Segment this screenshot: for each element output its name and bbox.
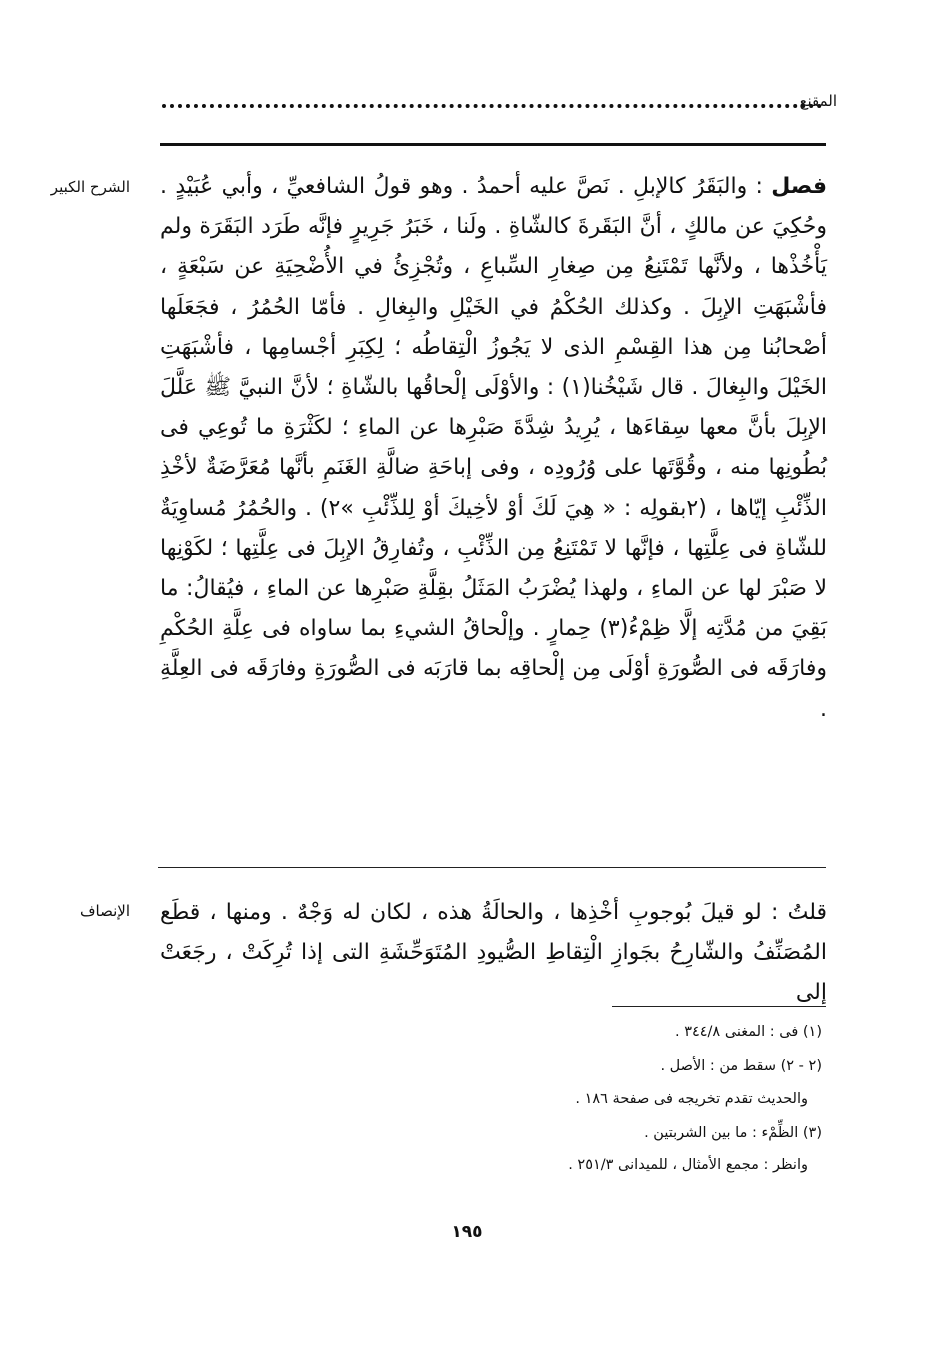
header-rule bbox=[160, 143, 826, 146]
section-label-sharh: الشرح الكبير bbox=[50, 178, 130, 196]
footnote-1: (١) فى : المغنى ٣٤٤/٨ . bbox=[674, 1024, 822, 1040]
insaf-body: قلتُ : لو قيلَ بُوجوبِ أخْذِها ، والحالَةُ هذه ، لكان له وَجْهٌ . ومنها ، قطَع المُصَنِّفُ والشّارِحُ بجَوازِ الْتِقاطِ الصُّيودِ المُتَوَحِّشَةِ التى إذا تُرِكَتْ ، رجَعَتْ إلى bbox=[160, 900, 827, 1006]
section-label-insaf: الإنصاف bbox=[79, 902, 130, 920]
header-dotted-line bbox=[162, 94, 822, 108]
page-number: ١٩٥ bbox=[451, 1222, 483, 1242]
sharh-paragraph bbox=[160, 167, 827, 730]
insaf-text-block bbox=[160, 893, 827, 1014]
footnote-2-detail: والحديث تقدم تخريجه فى صفحة ١٨٦ . bbox=[575, 1091, 808, 1107]
footnote-3: (٣) الظِّمْء : ما بين الشربتين . bbox=[644, 1125, 822, 1141]
header-title: المقنع bbox=[799, 92, 837, 110]
section-separator bbox=[158, 867, 826, 868]
footnote-3-detail: وانظر : مجمع الأمثال ، للميدانى ٢٥١/٣ . bbox=[568, 1157, 808, 1173]
sharh-body: : والبَقَرُ كالإبلِ . نَصَّ عليه أحمدُ . وهو قولُ الشافعيِّ ، وأبي عُبَيْدٍ . وحُكِيَ عن مالكٍ ، أنَّ البَقَرةَ كالشّاةِ . ولَنا ، خَبَرُ جَرِيرٍ فإنَّه طَرَد البَقَرَة ولم يَأْخُذْها ، ولأنَّها تَمْتَنِعُ مِن صِغارِ السِّباعِ ، وتُجْزِئُ في الأُضْحِيَةِ عن سَبْعَةٍ ، فأشْبَهَتِ الإبِلَ . وكذلك الحُكْمُ في الخَيْلِ والبِغالِ . فأمّا الحُمُرُ ، فجَعَلَها أصْحابُنا مِن هذا القِسْمِ الذى لا يَجُوزُ الْتِقاطُه ؛ لِكِبَرِ أجْسامِها ، فأشْبَهَتِ الخَيْلَ والبِغالَ . قال شَيْخُنا(١) : والأوْلَى إلْحاقُها بالشّاةِ ؛ لأنَّ النبيَّ ﷺ عَلَّلَ الإبِلَ بأنَّ معها سِقاءَها ، يُرِيدُ شِدَّةَ صَبْرِها عن الماءِ ؛ لكَثْرَةِ ما تُوعِي فى بُطُونِها منه ، وقُوَّتَها على وُرُودِه ، وفى إباحَةِ ضالَّةِ الغَنَمِ بأنَّها مُعَرَّضَةٌ لأخْذِ الذِّئْبِ إيّاها ، (٢بقولِه : « هِيَ لَكَ أوْ لأخِيكَ أوْ لِلذِّئْبِ »٢) . والحُمُرُ مُساوِيَةٌ للشّاةِ فى عِلَّتِها ، فإنَّها لا تَمْتَنِعُ مِن الذِّئْبِ ، وتُفارِقُ الإبِلَ فى عِلَّتِها ؛ لكَوْنِها لا صَبْرَ لها عن الماءِ ، ولهذا يُضْرَبُ المَثَلُ بقِلَّةِ صَبْرِها عن الماءِ ، فيُقالُ: ما بَقِيَ من مُدَّتِه إلَّا ظِمْءُ(٣) حِمارٍ . وإلْحاقُ الشيءِ بما ساواه فى عِلَّةِ الحُكْمِ وفارَقَه فى الصُّورَةِ أوْلَى مِن إلْحاقِه بما قارَبَه فى الصُّورَةِ وفارَقَه فى العِلَّةِ . bbox=[160, 174, 827, 722]
footnote-rule bbox=[612, 1006, 826, 1007]
fasl-heading: فصل bbox=[771, 174, 827, 199]
footnote-2: (٢ - ٢) سقط من : الأصل . bbox=[660, 1058, 822, 1074]
sharh-text-block bbox=[160, 167, 827, 730]
